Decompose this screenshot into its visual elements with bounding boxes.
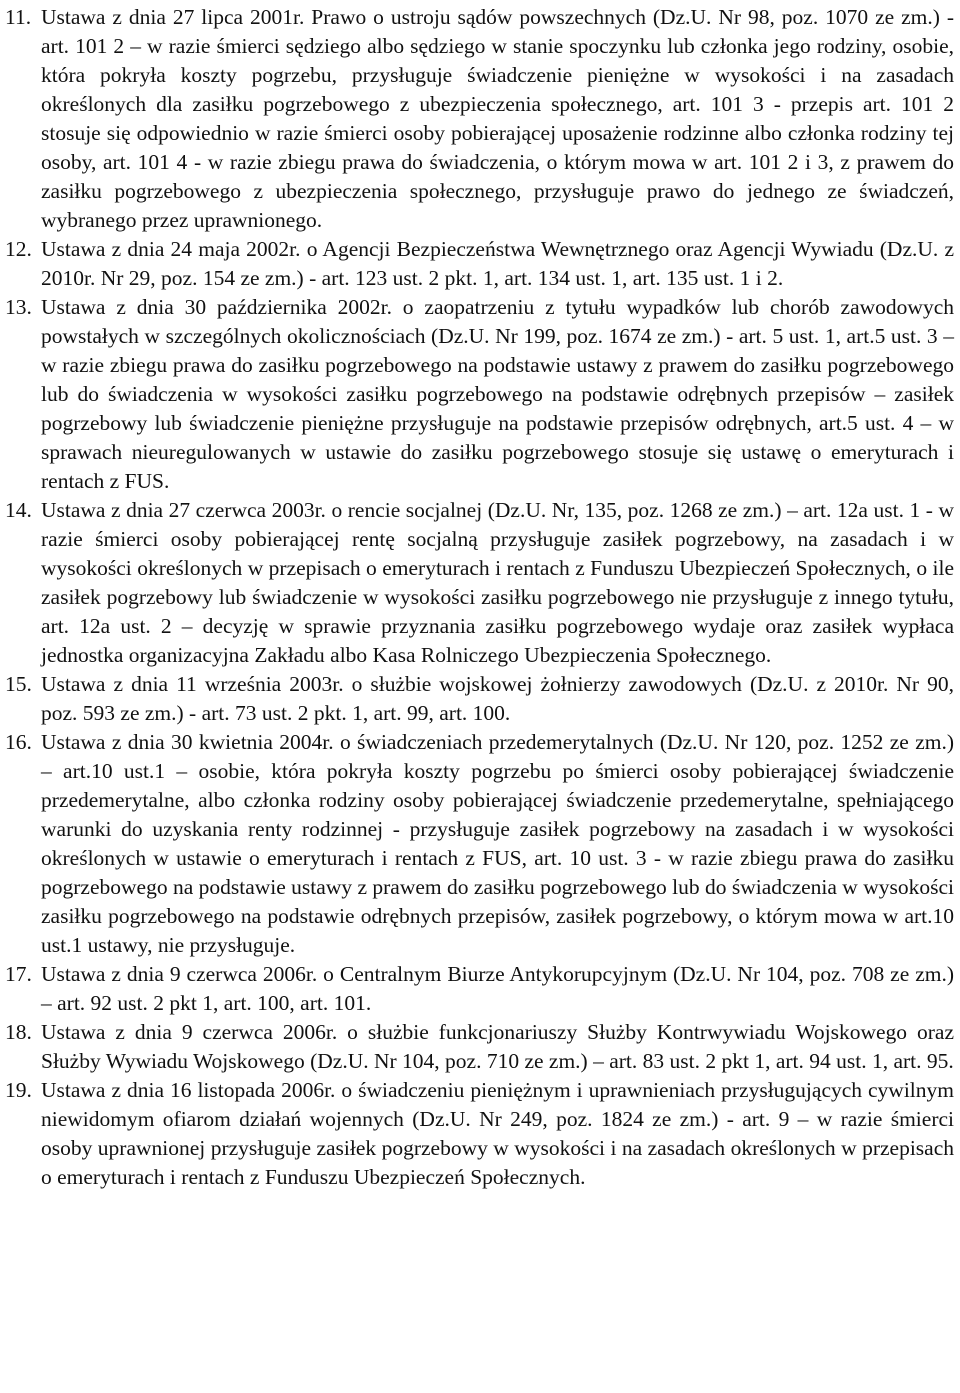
item-text: Ustawa z dnia 24 maja 2002r. o Agencji Bezpieczeństwa Wewnętrznego oraz Agencji Wywiadu (Dz.U. z 2010r. Nr 29, poz. 154 ze zm.) - art. 123 ust. 2 pkt. 1, art. 134 ust. 1, art. 135 ust. 1 i 2.	[41, 237, 954, 290]
item-number: 11.	[5, 5, 32, 29]
item-number: 13.	[5, 295, 32, 319]
item-number: 14.	[5, 498, 32, 522]
item-number: 12.	[5, 237, 32, 261]
list-item-13	[5, 293, 954, 496]
list-item-12	[5, 235, 954, 293]
list-item-14	[5, 496, 954, 670]
item-number: 18.	[5, 1020, 32, 1044]
list-item-15	[5, 670, 954, 728]
item-number: 17.	[5, 962, 32, 986]
list-item-11	[5, 3, 954, 235]
item-text: Ustawa z dnia 9 czerwca 2006r. o Centralnym Biurze Antykorupcyjnym (Dz.U. Nr 104, poz. 708 ze zm.) – art. 92 ust. 2 pkt 1, art. 100, art. 101.	[41, 962, 954, 1015]
list-item-17	[5, 960, 954, 1018]
item-text: Ustawa z dnia 16 listopada 2006r. o świadczeniu pieniężnym i uprawnieniach przysługujących cywilnym niewidomym ofiarom działań wojennych (Dz.U. Nr 249, poz. 1824 ze zm.) - art. 9 – w razie śmierci osoby uprawnionej przysługuje zasiłek pogrzebowy w wysokości i na zasadach określonych w przepisach o emeryturach i rentach z Funduszu Ubezpieczeń Społecznych.	[41, 1078, 954, 1189]
list-item-19	[5, 1076, 954, 1192]
item-number: 19.	[5, 1078, 32, 1102]
item-number: 15.	[5, 672, 32, 696]
item-text: Ustawa z dnia 9 czerwca 2006r. o służbie funkcjonariuszy Służby Kontrwywiadu Wojskowego oraz Służby Wywiadu Wojskowego (Dz.U. Nr 104, poz. 710 ze zm.) – art. 83 ust. 2 pkt 1, art. 94 ust. 1, art. 95.	[41, 1020, 954, 1073]
item-text: Ustawa z dnia 27 czerwca 2003r. o rencie socjalnej (Dz.U. Nr, 135, poz. 1268 ze zm.) – art. 12a ust. 1 - w razie śmierci osoby pobierającej rentę socjalną przysługuje zasiłek pogrzebowy, na zasadach i w wysokości określonych w przepisach o emeryturach i rentach z Funduszu Ubezpieczeń Społecznych, o ile zasiłek pogrzebowy lub świadczenie w wysokości zasiłku pogrzebowego nie przysługuje z innego tytułu, art. 12a ust. 2 – decyzję w sprawie przyznania zasiłku pogrzebowego wydaje oraz zasiłek wypłaca jednostka organizacyjna Zakładu albo Kasa Rolniczego Ubezpieczenia Społecznego.	[41, 498, 954, 667]
item-text: Ustawa z dnia 30 października 2002r. o zaopatrzeniu z tytułu wypadków lub chorób zawodowych powstałych w szczególnych okolicznościach (Dz.U. Nr 199, poz. 1674 ze zm.) - art. 5 ust. 1, art.5 ust. 3 – w razie zbiegu prawa do zasiłku pogrzebowego na podstawie ustawy z prawem do zasiłku pogrzebowego lub do świadczenia w wysokości zasiłku pogrzebowego na podstawie odrębnych przepisów – zasiłek pogrzebowy lub świadczenie pieniężne przysługuje na podstawie przepisów odrębnych, art.5 ust. 4 – w sprawach nieuregulowanych w ustawie do zasiłku pogrzebowego stosuje się ustawę o emeryturach i rentach z FUS.	[41, 295, 954, 493]
item-text: Ustawa z dnia 11 września 2003r. o służbie wojskowej żołnierzy zawodowych (Dz.U. z 2010r. Nr 90, poz. 593 ze zm.) - art. 73 ust. 2 pkt. 1, art. 99, art. 100.	[41, 672, 954, 725]
item-number: 16.	[5, 730, 32, 754]
item-text: Ustawa z dnia 30 kwietnia 2004r. o świadczeniach przedemerytalnych (Dz.U. Nr 120, poz. 1252 ze zm.) – art.10 ust.1 – osobie, która pokryła koszty pogrzebu po śmierci osoby pobierającej świadczenie przedemerytalne, albo członka rodziny osoby pobierającej świadczenie przedemerytalne, spełniającego warunki do uzyskania renty rodzinnej - przysługuje zasiłek pogrzebowy na zasadach i w wysokości określonych w ustawie o emeryturach i rentach z FUS, art. 10 ust. 3 - w razie zbiegu prawa do zasiłku pogrzebowego na podstawie ustawy z prawem do zasiłku pogrzebowego lub do świadczenia w wysokości zasiłku pogrzebowego na podstawie odrębnych przepisów, zasiłek pogrzebowy, o którym mowa w art.10 ust.1 ustawy, nie przysługuje.	[41, 730, 954, 957]
item-text: Ustawa z dnia 27 lipca 2001r. Prawo o ustroju sądów powszechnych (Dz.U. Nr 98, poz. 1070 ze zm.) - art. 101 2 – w razie śmierci sędziego albo sędziego w stanie spoczynku lub członka jego rodziny, osobie, która pokryła koszty pogrzebu, przysługuje świadczenie pieniężne w wysokości i na zasadach określonych dla zasiłku pogrzebowego z ubezpieczenia społecznego, art. 101 3 - przepis art. 101 2 stosuje się odpowiednio w razie śmierci osoby pobierającej uposażenie rodzinne albo członka rodziny tej osoby, art. 101 4 - w razie zbiegu prawa do świadczenia, o którym mowa w art. 101 2 i 3, z prawem do zasiłku pogrzebowego z ubezpieczenia społecznego, przysługuje prawo do jednego ze świadczeń, wybranego przez uprawnionego.	[41, 5, 954, 232]
list-item-16	[5, 728, 954, 960]
list-item-18	[5, 1018, 954, 1076]
